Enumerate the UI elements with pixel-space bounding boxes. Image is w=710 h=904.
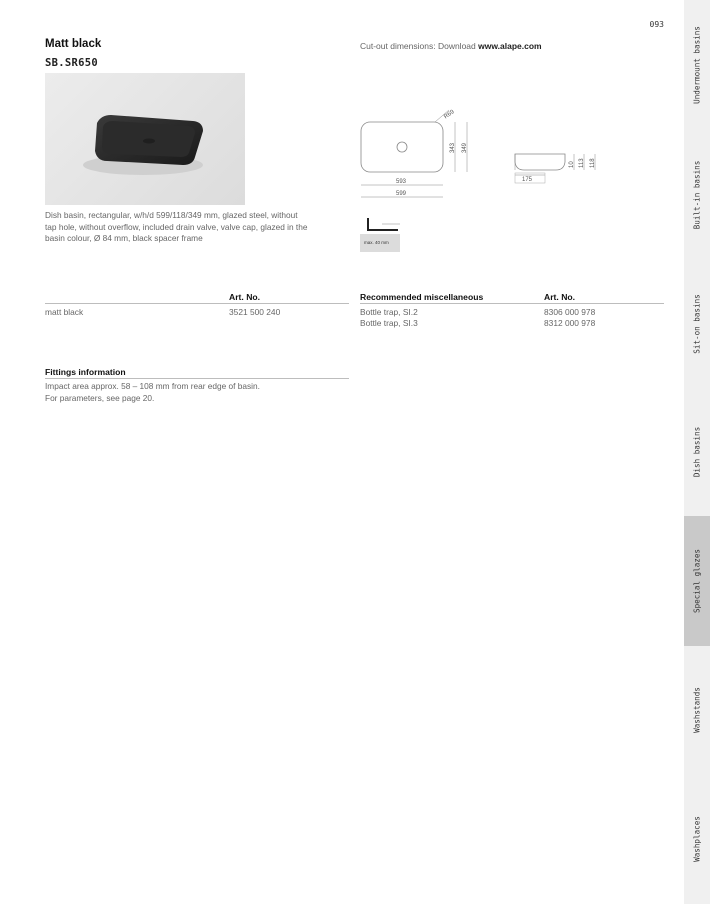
fittings-text: [45, 381, 260, 404]
sidebar-tab-built-in-basins[interactable]: [684, 130, 710, 260]
article-name: matt black: [45, 307, 84, 317]
radius-label: R69: [443, 109, 456, 121]
product-description: [45, 210, 345, 245]
product-photo: [45, 73, 245, 205]
page-number: 093: [649, 20, 664, 29]
misc-art-header: Art. No.: [544, 292, 576, 302]
sidebar-tab-special-glazes[interactable]: [684, 516, 710, 646]
inner-height-label: 113: [579, 158, 585, 168]
sidebar-tab-sit-on-basins[interactable]: [684, 260, 710, 388]
side-offset-label: 175: [522, 177, 533, 183]
product-title: Matt black: [45, 38, 102, 50]
mounting-detail-drawing: [360, 218, 400, 252]
sidebar-tab-washstands[interactable]: [684, 646, 710, 774]
sidebar-tab-undermount-basins[interactable]: [684, 0, 710, 130]
product-code: SB.SR650: [45, 57, 98, 69]
side-view-drawing: [510, 148, 610, 190]
misc-item-number: 8312 000 978: [544, 318, 596, 328]
description-line: basin colour, Ø 84 mm, black spacer frame: [45, 233, 203, 243]
fittings-line: For parameters, see page 20.: [45, 392, 155, 403]
rim-height-label: 10: [569, 161, 575, 168]
article-number: 3521 500 240: [229, 307, 281, 317]
depth-inner-label: 343: [450, 142, 456, 153]
art-no-header: Art. No.: [229, 292, 261, 302]
width-outer-label: 599: [396, 191, 407, 197]
fittings-rule: [45, 378, 349, 379]
depth-outer-label: 349: [462, 142, 468, 153]
sidebar-tab-dish-basins[interactable]: [684, 388, 710, 516]
article-table-rule: [45, 303, 349, 304]
description-line: Dish basin, rectangular, w/h/d 599/118/349 mm, glazed steel, without: [45, 210, 298, 220]
misc-item-name: Bottle trap, SI.3: [360, 318, 418, 328]
misc-item-name: Bottle trap, SI.2: [360, 307, 418, 317]
basin-image: [45, 73, 245, 205]
fittings-line: Impact area approx. 58 – 108 mm from rear edge of basin.: [45, 381, 260, 391]
width-inner-label: 593: [396, 179, 407, 185]
sidebar-tab-label: Washplaces: [692, 816, 702, 862]
sidebar-tab-label: Dish basins: [692, 426, 702, 478]
cutout-text: Cut-out dimensions: Download: [360, 41, 479, 51]
cutout-link[interactable]: www.alape.com: [478, 41, 542, 51]
sidebar-tab-washplaces[interactable]: [684, 774, 710, 904]
mounting-note: max. 40 mm: [364, 240, 389, 245]
sidebar-tab-label: Built-in basins: [692, 160, 702, 230]
sidebar-tab-label: Special glazes: [692, 548, 702, 614]
fittings-title: Fittings information: [45, 367, 126, 377]
sidebar-tab-label: Sit-on basins: [692, 294, 702, 354]
top-view-drawing: [355, 100, 480, 200]
misc-table-rule: [360, 303, 664, 304]
sidebar-tab-label: Washstands: [692, 687, 702, 733]
outer-height-label: 118: [590, 158, 596, 168]
misc-header: Recommended miscellaneous: [360, 292, 484, 302]
cutout-note: [360, 41, 542, 51]
mounting-detail: [360, 218, 400, 252]
misc-item-number: 8306 000 978: [544, 307, 596, 317]
sidebar-tab-label: Undermount basins: [692, 26, 702, 104]
description-line: tap hole, without overflow, included drain valve, valve cap, glazed in the: [45, 221, 308, 232]
